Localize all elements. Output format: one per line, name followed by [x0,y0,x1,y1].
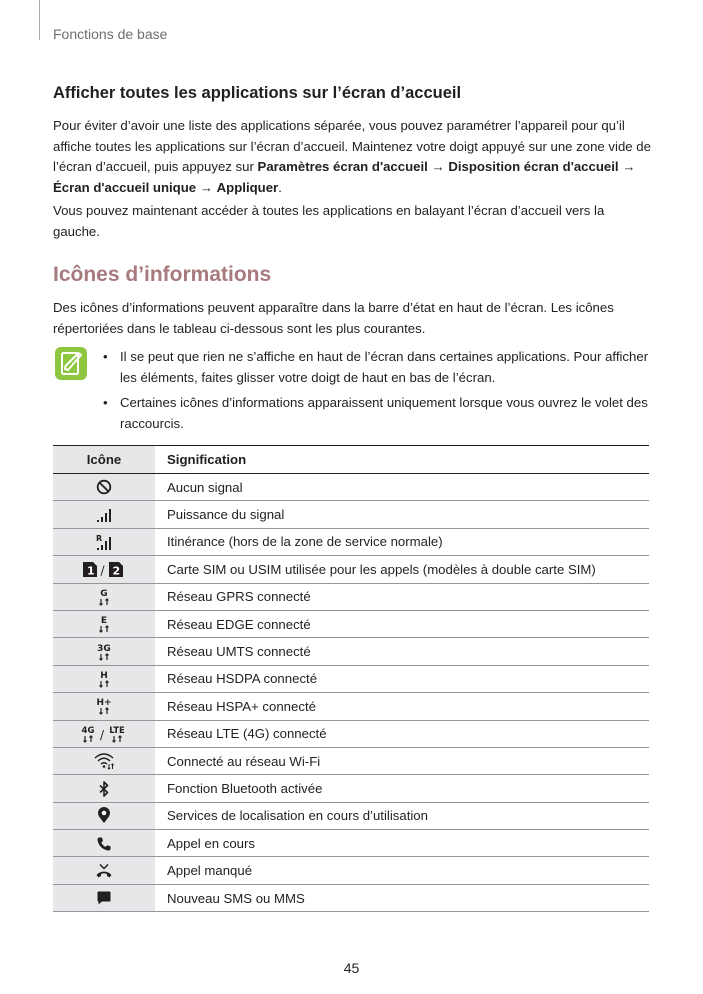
call-icon [96,836,112,852]
meaning-cell: Réseau GPRS connecté [155,583,649,610]
meaning-cell: Services de localisation en cours d’utilisation [155,802,649,829]
gprs-label: G [100,588,108,599]
table-row [53,747,649,774]
table-row [53,610,649,637]
arrow-separator: → [196,179,217,195]
hsdpa-icon [94,669,114,689]
lte-separator: / [100,727,105,742]
paragraph-end: . [278,179,282,195]
hspa-plus-icon [93,696,115,716]
menu-path-single-home: Écran d'accueil unique [53,179,197,195]
note-item [103,347,653,388]
sim1-label: 1 [87,564,95,578]
page-margin-line [39,0,40,40]
note-text: Il se peut que rien ne s’affiche en haut de l’écran dans certaines applications. Pour afficher les éléments, faites glisser votre doigt de haut en bas de l’écran. [120,349,649,385]
bluetooth-icon [98,781,110,797]
location-icon [97,807,111,824]
table-row [53,775,649,802]
lte-icon [79,724,129,744]
meaning-cell: Appel manqué [155,857,649,884]
roaming-label: R [96,533,103,543]
sim-separator: / [100,563,105,578]
meaning-cell: Réseau HSDPA connecté [155,665,649,692]
arrow-separator: → [427,159,449,174]
wifi-icon [93,752,115,770]
sim-cards-icon [82,561,126,578]
meaning-cell: Réseau EDGE connecté [155,610,649,637]
sim2-label: 2 [112,564,121,578]
table-row [53,693,649,720]
meaning-cell: Appel en cours [155,830,649,857]
meaning-cell: Aucun signal [155,474,649,501]
gprs-icon [94,587,114,607]
umts-label: 3G [97,643,111,654]
lte-label: LTE [109,725,125,736]
umts-icon [93,642,115,662]
menu-path-layout: Disposition écran d'accueil [448,159,619,174]
running-header: Fonctions de base [53,26,168,42]
4g-label: 4G [81,725,95,736]
meaning-cell: Connecté au réseau Wi-Fi [155,747,649,774]
table-row [53,720,649,747]
notes-list [103,347,653,439]
message-icon [96,890,112,906]
section-title: Icônes d’informations [53,263,272,286]
table-row [53,501,649,528]
roaming-icon [95,533,113,551]
paragraph-home-screen-setup [53,116,653,198]
meaning-cell: Réseau HSPA+ connecté [155,693,649,720]
no-signal-icon [96,479,112,495]
meaning-cell: Carte SIM ou USIM utilisée pour les appels (modèles à double carte SIM) [155,556,649,583]
note-icon [55,347,87,380]
note-item [103,393,653,434]
table-row [53,638,649,665]
paragraph-text: Pour éviter d’avoir une liste des applications séparée, vous pouvez paramétrer l’appareil pour qu’il affiche toutes les applications sur l’écran d’accueil. Maintenez votre doigt appuyé sur une zone vide de l’écran d’accueil, puis appuyez sur [53,118,651,174]
meaning-cell: Itinérance (hors de la zone de service normale) [155,528,649,555]
status-icons-table [53,445,649,912]
table-row [53,556,649,583]
meaning-cell: Réseau LTE (4G) connecté [155,720,649,747]
bullet: • [103,349,108,364]
table-row [53,474,649,501]
meaning-cell: Puissance du signal [155,501,649,528]
table-row [53,830,649,857]
table-row [53,884,649,911]
page-number: 45 [343,960,360,976]
hspa-plus-label: H+ [96,698,112,709]
hsdpa-label: H [100,670,108,681]
edge-icon [94,614,114,634]
menu-path-home-settings: Paramètres écran d'accueil [257,159,428,174]
table-header-row [53,446,649,474]
edge-label: E [100,616,108,627]
arrow-separator: → [618,159,636,174]
column-header-icon: Icône [53,446,155,474]
meaning-cell: Réseau UMTS connecté [155,638,649,665]
table-row [53,528,649,555]
table-row [53,802,649,829]
paragraph-swipe-apps: Vous pouvez maintenant accéder à toutes les applications en balayant l’écran d’accueil vers la gauche. [53,203,605,239]
column-header-meaning: Signification [155,446,649,474]
signal-strength-icon [96,507,112,523]
paragraph-icons-intro: Des icônes d’informations peuvent apparaître dans la barre d’état en haut de l’écran. Les icônes répertoriées dans le tableau ci-dessous sont les plus courantes. [53,300,614,336]
subsection-title: Afficher toutes les applications sur l’écran d’accueil [53,84,462,102]
bullet: • [103,395,108,410]
note-text: Certaines icônes d’informations apparaissent uniquement lorsque vous ouvrez le volet des raccourcis. [120,395,648,431]
table-row [53,665,649,692]
menu-path-apply: Appliquer [216,179,279,195]
table-row [53,857,649,884]
table-row [53,583,649,610]
meaning-cell: Nouveau SMS ou MMS [155,884,649,911]
missed-call-icon [95,863,113,879]
meaning-cell: Fonction Bluetooth activée [155,775,649,802]
